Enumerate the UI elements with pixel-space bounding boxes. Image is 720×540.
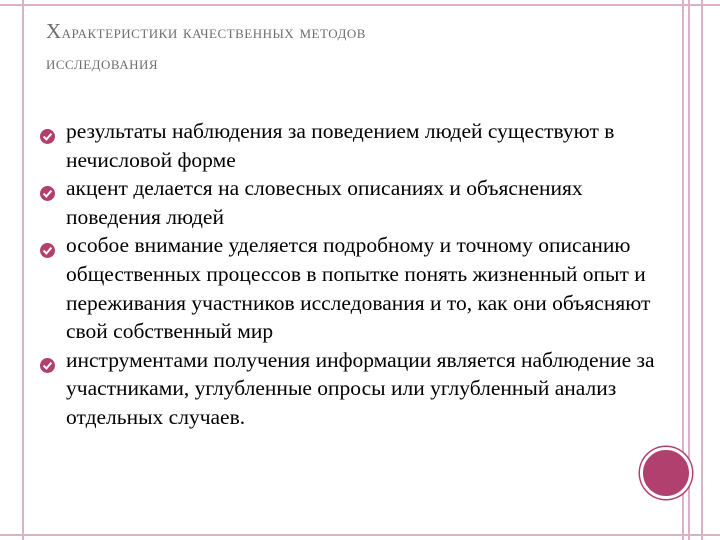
bottom-border-line bbox=[0, 534, 720, 536]
title-first-letter: Х bbox=[46, 19, 62, 43]
bullet-text: особое внимание уделяется подробному и точному описанию общественных процессов в попытке понять жизненный опыт и переживания участников исследования и то, как они объясняют свой собственный мир bbox=[66, 233, 651, 344]
bullet-text: акцент делается на словесных описаниях и объяснениях поведения людей bbox=[66, 176, 583, 229]
bullet-item bbox=[40, 231, 680, 345]
checkmark-circle-icon bbox=[40, 123, 55, 138]
left-border-line bbox=[22, 0, 24, 540]
bullet-text: инструментами получения информации является наблюдение за участниками, углубленные опросы или углубленный анализ отдельных случаев. bbox=[66, 347, 655, 429]
bullet-list bbox=[40, 117, 680, 432]
slide-title bbox=[46, 16, 646, 79]
bullet-item bbox=[40, 346, 680, 432]
decorative-circle bbox=[640, 447, 692, 499]
top-border-line bbox=[0, 4, 720, 6]
bullet-item bbox=[40, 117, 680, 174]
bullet-text: результаты наблюдения за поведением людей существуют в нечисловой форме bbox=[66, 119, 615, 172]
right-border-line bbox=[701, 0, 703, 540]
bullet-item bbox=[40, 174, 680, 231]
checkmark-circle-icon bbox=[40, 352, 55, 367]
checkmark-circle-icon bbox=[40, 237, 55, 252]
checkmark-circle-icon bbox=[40, 180, 55, 195]
title-line-2: исследования bbox=[46, 53, 159, 74]
title-line-1: арактеристики качественных методов bbox=[61, 22, 366, 43]
